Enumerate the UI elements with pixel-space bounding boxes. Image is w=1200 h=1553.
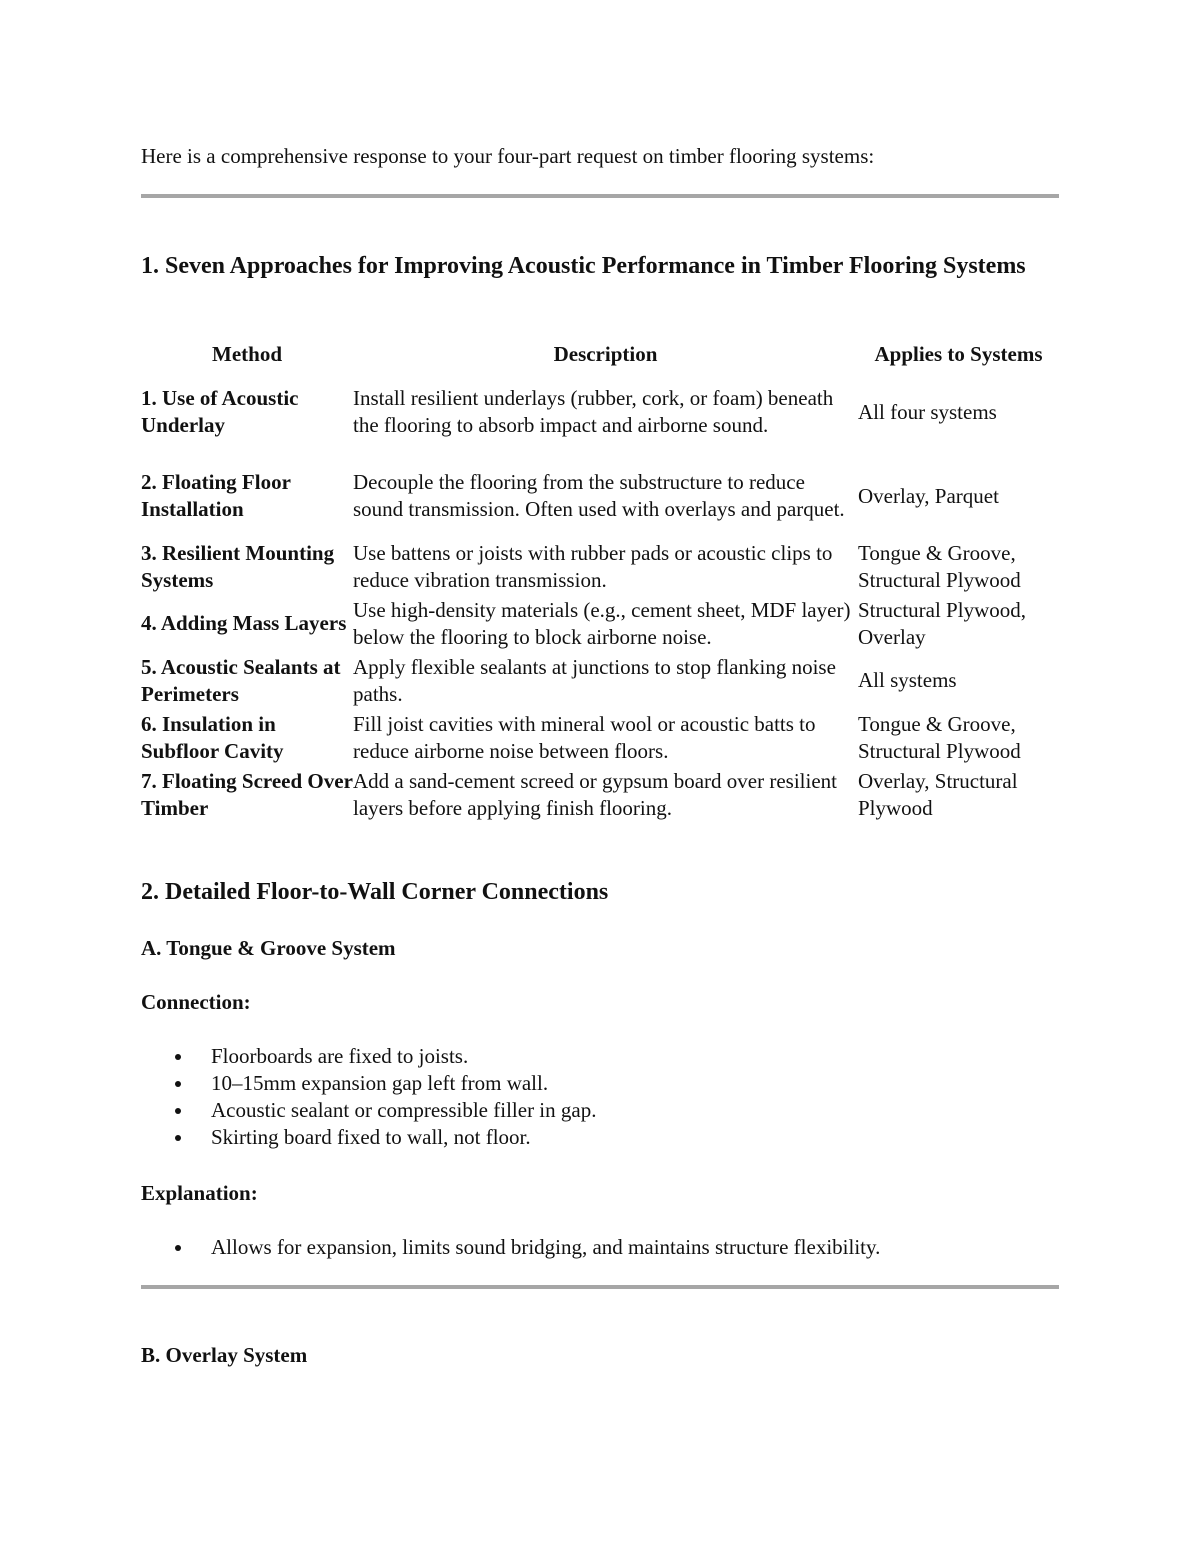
description-cell: Use high-density materials (e.g., cement sheet, MDF layer) below the flooring to block airborne noise. (353, 597, 851, 649)
bullet-icon (175, 1054, 181, 1060)
applies-cell: Structural Plywood, Overlay (858, 597, 1026, 649)
column-header-description: Description (553, 341, 658, 366)
table-row (141, 538, 1059, 595)
description-cell: Decouple the flooring from the substructure to reduce sound transmission. Often used with overlays and parquet. (353, 470, 845, 521)
bullet-icon (175, 1135, 181, 1141)
list-item: Floorboards are fixed to joists. (141, 1043, 1059, 1070)
horizontal-rule (141, 194, 1059, 198)
acoustic-methods-table (141, 340, 1059, 823)
description-cell: Apply flexible sealants at junctions to stop flanking noise paths. (353, 654, 836, 706)
applies-cell: Tongue & Groove, Structural Plywood (858, 540, 1021, 592)
bullet-icon (175, 1245, 181, 1251)
method-cell: 1. Use of Acoustic Underlay (141, 386, 299, 437)
section-1-heading: 1. Seven Approaches for Improving Acoustic Performance in Timber Flooring Systems (141, 253, 1026, 279)
connection-label: Connection: (141, 990, 251, 1014)
explanation-list (141, 1234, 1059, 1261)
table-header-row (141, 340, 1059, 370)
applies-cell: Overlay, Structural Plywood (858, 768, 1018, 820)
bullet-icon (175, 1108, 181, 1114)
table-row (141, 454, 1059, 538)
section-2-heading: 2. Detailed Floor-to-Wall Corner Connections (141, 879, 609, 905)
table-row (141, 652, 1059, 709)
table-row (141, 766, 1059, 823)
list-item: 10–15mm expansion gap left from wall. (141, 1070, 1059, 1097)
method-cell: 4. Adding Mass Layers (141, 611, 347, 635)
applies-cell: All systems (858, 668, 957, 692)
subsection-a-heading: A. Tongue & Groove System (141, 936, 396, 960)
table-row (141, 709, 1059, 766)
column-header-applies: Applies to Systems (874, 341, 1043, 366)
column-header-method: Method (212, 341, 282, 366)
horizontal-rule (141, 1285, 1059, 1289)
list-item: Skirting board fixed to wall, not floor. (141, 1124, 1059, 1151)
connection-list (141, 1043, 1059, 1151)
applies-cell: All four systems (858, 399, 997, 424)
description-cell: Fill joist cavities with mineral wool or acoustic batts to reduce airborne noise between floors. (353, 711, 816, 763)
table-row (141, 595, 1059, 652)
applies-cell: Overlay, Parquet (858, 483, 999, 508)
method-cell: 5. Acoustic Sealants at Perimeters (141, 654, 341, 706)
method-cell: 2. Floating Floor Installation (141, 470, 291, 521)
method-cell: 7. Floating Screed Over Timber (141, 768, 353, 820)
description-cell: Use battens or joists with rubber pads or acoustic clips to reduce vibration transmission. (353, 540, 833, 592)
subsection-b-heading: B. Overlay System (141, 1343, 308, 1367)
applies-cell: Tongue & Groove, Structural Plywood (858, 711, 1021, 763)
intro-paragraph: Here is a comprehensive response to your four-part request on timber flooring systems: (141, 144, 875, 168)
description-cell: Install resilient underlays (rubber, cork, or foam) beneath the flooring to absorb impact and airborne sound. (353, 386, 834, 437)
table-row (141, 370, 1059, 454)
list-item: Acoustic sealant or compressible filler in gap. (141, 1097, 1059, 1124)
list-item: Allows for expansion, limits sound bridging, and maintains structure flexibility. (141, 1234, 1059, 1261)
explanation-label: Explanation: (141, 1181, 258, 1205)
description-cell: Add a sand-cement screed or gypsum board over resilient layers before applying finish flooring. (353, 768, 838, 820)
bullet-icon (175, 1081, 181, 1087)
method-cell: 3. Resilient Mounting Systems (141, 540, 335, 592)
method-cell: 6. Insulation in Subfloor Cavity (141, 711, 284, 763)
